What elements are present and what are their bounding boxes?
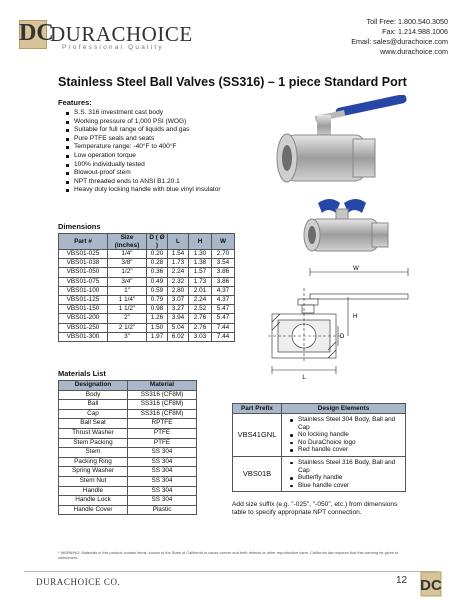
- table-row: [59, 496, 197, 506]
- table-row: [59, 476, 197, 486]
- table-cell: 2.76: [189, 314, 212, 323]
- table-cell: 3.86: [212, 277, 235, 286]
- table-cell: 6.02: [168, 332, 189, 341]
- table-header-row: [59, 381, 197, 391]
- footer-divider: [24, 571, 438, 572]
- table-cell: 3.07: [168, 296, 189, 305]
- col-header: Size (inches): [108, 234, 147, 250]
- table-row: [59, 277, 235, 286]
- table-row: [59, 448, 197, 458]
- part-prefix: VBS41GNL: [233, 414, 282, 457]
- table-cell: 1.57: [189, 268, 212, 277]
- table-cell: 1.50: [147, 323, 168, 332]
- table-row: [59, 305, 235, 314]
- table-row: [59, 419, 197, 429]
- table-cell: SS 304: [128, 448, 197, 458]
- table-header-row: [233, 404, 406, 414]
- table-cell: 1.54: [168, 250, 189, 259]
- materials-heading: Materials List: [58, 369, 106, 378]
- table-row: [59, 486, 197, 496]
- table-cell: VBS01-025: [59, 250, 108, 259]
- table-cell: 3/4": [108, 277, 147, 286]
- feature-item: 100% individually tested: [74, 161, 221, 170]
- table-cell: VBS01-125: [59, 296, 108, 305]
- design-element: Butterfly handle: [298, 474, 403, 482]
- prop65-warning: * WARNING: Materials in this product contain items, known to the State of California to cause cancer and birth defects or other reproductive harm. California law requires that this warning be given to consumers.: [58, 550, 399, 560]
- table-cell: 2.01: [189, 286, 212, 295]
- col-header: H: [189, 234, 212, 250]
- col-header: Designation: [59, 381, 128, 391]
- table-row: [233, 414, 406, 457]
- design-elements: [282, 456, 406, 491]
- design-element: Stainless Steel 304 Body, Ball and Cap: [298, 416, 403, 431]
- dim-label-d: D: [340, 334, 345, 340]
- design-element: No locking handle: [298, 431, 403, 439]
- table-cell: 1": [108, 286, 147, 295]
- feature-item: Heavy duty locking handle with blue vinyl insulator: [74, 186, 221, 194]
- part-prefix: VBS01B: [233, 456, 282, 491]
- contact-fax: Fax: 1.214.988.1006: [382, 27, 448, 36]
- col-header: D ( Ø ): [147, 234, 168, 250]
- table-cell: Stem: [59, 448, 128, 458]
- table-cell: 2 1/2": [108, 323, 147, 332]
- table-cell: VBS01-250: [59, 323, 108, 332]
- contact-block: [351, 17, 448, 57]
- footer-brand: DURACHOICE CO.: [36, 577, 121, 587]
- table-cell: VBS01-075: [59, 277, 108, 286]
- table-cell: PTFE: [128, 438, 197, 448]
- table-cell: VBS01-038: [59, 259, 108, 268]
- feature-item: Working pressure of 1,000 PSI (WOG): [74, 118, 221, 127]
- table-row: [233, 456, 406, 491]
- product-photo-lever-valve: [265, 95, 415, 205]
- table-cell: 1 1/2": [108, 305, 147, 314]
- table-cell: 2": [108, 314, 147, 323]
- col-header: Material: [128, 381, 197, 391]
- page-number: 12: [396, 575, 408, 586]
- table-cell: Stem Nut: [59, 476, 128, 486]
- table-cell: 2.24: [189, 296, 212, 305]
- dim-label-l: L: [302, 375, 306, 381]
- col-header: Design Elements: [282, 404, 406, 414]
- table-cell: VBS01-200: [59, 314, 108, 323]
- table-cell: Packing Ring: [59, 457, 128, 467]
- table-cell: 5.47: [212, 314, 235, 323]
- logo-glyph: DC: [19, 20, 54, 46]
- table-cell: SS 304: [128, 457, 197, 467]
- svg-text:DC: DC: [420, 577, 442, 594]
- table-row: [59, 438, 197, 448]
- table-cell: Handle: [59, 486, 128, 496]
- table-cell: SS 304: [128, 486, 197, 496]
- col-header: W: [212, 234, 235, 250]
- table-cell: SS316 (CF8M): [128, 400, 197, 410]
- table-cell: 1.73: [189, 277, 212, 286]
- footer-logo-icon: [420, 571, 442, 597]
- table-cell: Ball: [59, 400, 128, 410]
- table-cell: VBS01-300: [59, 332, 108, 341]
- table-row: [59, 332, 235, 341]
- table-cell: 3.94: [168, 314, 189, 323]
- contact-tollfree: Toll Free: 1.800.540.3050: [366, 17, 448, 26]
- design-element: Stainless Steel 316 Body, Ball and Cap: [298, 459, 403, 474]
- table-cell: VBS01-100: [59, 286, 108, 295]
- table-row: [59, 409, 197, 419]
- features-list: [58, 109, 221, 195]
- table-row: [59, 457, 197, 467]
- table-cell: VBS01-050: [59, 268, 108, 277]
- table-cell: SS 304: [128, 476, 197, 486]
- table-cell: SS316 (CF8M): [128, 409, 197, 419]
- table-cell: 1 1/4": [108, 296, 147, 305]
- table-cell: 1.73: [168, 259, 189, 268]
- table-cell: Cap: [59, 409, 128, 419]
- table-cell: 2.32: [168, 277, 189, 286]
- table-cell: Thrust Washer: [59, 428, 128, 438]
- table-cell: 7.44: [212, 323, 235, 332]
- table-cell: 0.59: [147, 286, 168, 295]
- dim-label-w: W: [353, 266, 359, 272]
- table-row: [59, 259, 235, 268]
- table-cell: 2.80: [168, 286, 189, 295]
- table-cell: 3.27: [168, 305, 189, 314]
- col-header: L: [168, 234, 189, 250]
- table-cell: 0.20: [147, 250, 168, 259]
- design-elements: [282, 414, 406, 457]
- blue-handle-cover: [335, 95, 407, 117]
- table-cell: RPTFE: [128, 419, 197, 429]
- feature-item: Blowout-proof stem: [74, 169, 221, 178]
- table-cell: 3.86: [212, 268, 235, 277]
- dimensions-table: [58, 233, 235, 342]
- table-cell: Plastic: [128, 505, 197, 515]
- table-cell: 2.24: [168, 268, 189, 277]
- table-cell: 3.54: [212, 259, 235, 268]
- table-cell: PTFE: [128, 428, 197, 438]
- table-cell: 2.70: [212, 250, 235, 259]
- col-header: Part Prefix: [233, 404, 282, 414]
- table-row: [59, 268, 235, 277]
- table-cell: 3.03: [189, 332, 212, 341]
- table-cell: Body: [59, 390, 128, 400]
- table-cell: Ball Seat: [59, 419, 128, 429]
- table-row: [59, 505, 197, 515]
- table-cell: 1.38: [189, 259, 212, 268]
- table-cell: VBS01-150: [59, 305, 108, 314]
- features-heading: Features:: [58, 98, 92, 107]
- contact-website[interactable]: www.durachoice.com: [380, 47, 448, 56]
- dim-label-h: H: [353, 314, 358, 320]
- table-cell: 3/8": [108, 259, 147, 268]
- design-element: No DuraChoice logo: [298, 439, 403, 447]
- table-header-row: [59, 234, 235, 250]
- table-cell: SS 304: [128, 467, 197, 477]
- brand-name: DURACHOICE: [50, 22, 193, 46]
- table-cell: 7.44: [212, 332, 235, 341]
- table-row: [59, 467, 197, 477]
- table-cell: 5.04: [168, 323, 189, 332]
- table-row: [59, 400, 197, 410]
- table-row: [59, 286, 235, 295]
- table-cell: 1/4": [108, 250, 147, 259]
- table-cell: 5.47: [212, 305, 235, 314]
- table-cell: Handle Lock: [59, 496, 128, 506]
- col-header: Part #: [59, 234, 108, 250]
- table-cell: Stem Packing: [59, 438, 128, 448]
- part-prefix-table: [232, 403, 406, 492]
- table-row: [59, 428, 197, 438]
- table-row: [59, 250, 235, 259]
- table-cell: SS 304: [128, 496, 197, 506]
- table-cell: 0.98: [147, 305, 168, 314]
- feature-item: S.S. 316 investment cast body: [74, 109, 221, 118]
- technical-drawing: [258, 262, 423, 382]
- table-row: [59, 323, 235, 332]
- feature-item: Pure PTFE seals and seats: [74, 135, 221, 144]
- product-photo-butterfly-valve: [300, 193, 405, 258]
- table-row: [59, 390, 197, 400]
- table-cell: 0.36: [147, 268, 168, 277]
- size-suffix-note: Add size suffix (e.g. "-025", "-050", etc.) from dimensions table to specify appropriate NPT connection.: [232, 501, 398, 517]
- table-cell: 2.52: [189, 305, 212, 314]
- design-element: Red handle cover: [298, 446, 403, 454]
- feature-item: Temperature range: -40°F to 400°F: [74, 143, 221, 152]
- table-row: [59, 296, 235, 305]
- table-cell: Handle Cover: [59, 505, 128, 515]
- brand-tagline: Professional Quality: [62, 44, 164, 51]
- table-cell: 0.28: [147, 259, 168, 268]
- contact-email[interactable]: Email: sales@durachoice.com: [351, 37, 448, 46]
- table-cell: 1.97: [147, 332, 168, 341]
- table-cell: 1.26: [147, 314, 168, 323]
- table-cell: 1/2": [108, 268, 147, 277]
- materials-table: [58, 380, 197, 515]
- table-cell: 4.37: [212, 296, 235, 305]
- feature-item: NPT threaded ends to ANSI B1.20.1: [74, 178, 221, 187]
- table-cell: 1.30: [189, 250, 212, 259]
- design-element: Blue handle cover: [298, 482, 403, 490]
- table-cell: 2.76: [189, 323, 212, 332]
- table-cell: 0.79: [147, 296, 168, 305]
- table-cell: 0.49: [147, 277, 168, 286]
- table-cell: 3": [108, 332, 147, 341]
- table-cell: SS316 (CF8M): [128, 390, 197, 400]
- page-title: Stainless Steel Ball Valves (SS316) – 1 piece Standard Port: [58, 75, 407, 89]
- feature-item: Suitable for full range of liquids and gas: [74, 126, 221, 135]
- dimensions-heading: Dimensions: [58, 222, 101, 231]
- table-row: [59, 314, 235, 323]
- table-cell: Spring Washer: [59, 467, 128, 477]
- feature-item: Low operation torque: [74, 152, 221, 161]
- table-cell: 4.37: [212, 286, 235, 295]
